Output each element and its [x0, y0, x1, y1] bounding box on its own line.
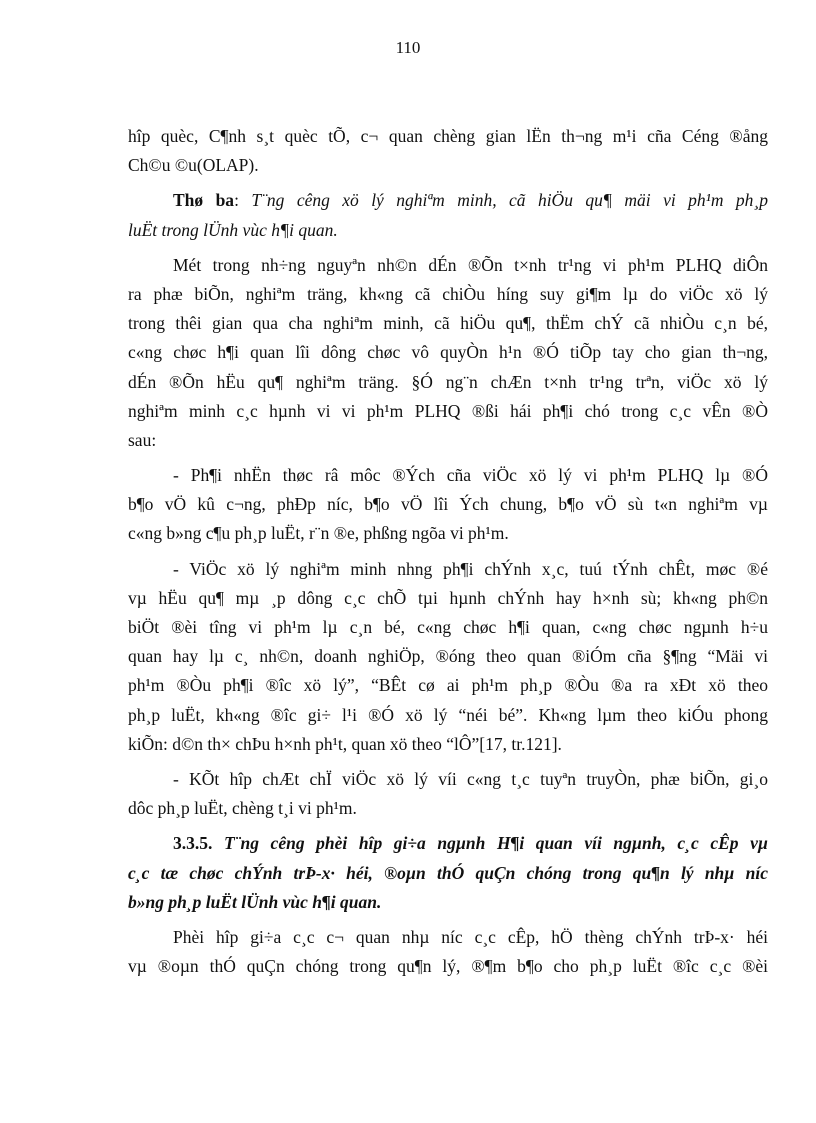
text-line: dÉn ®Õn hËu qu¶ nghiªm träng. §Ó ng¨n chÆn t×nh tr¹ng trªn, viÖc xö lý [128, 371, 768, 392]
text-line: - Ph¶i nhËn thøc râ môc ®Ých cña viÖc xö lý vi ph¹m PLHQ lµ ®Ó [173, 465, 768, 486]
text-line: hîp quèc, C¶nh s¸t quèc tÕ, c¬ quan chèng gian lËn th¬ng m¹i cña Céng ®ång [128, 126, 768, 146]
section-heading-line: c¸c tæ chøc chÝnh trÞ-x· héi, ®oµn thÓ quÇn chóng trong qu¶n lý nhµ níc [128, 862, 768, 883]
text-line: trong thêi gian qua cha nghiªm minh, cã hiÖu qu¶, thËm chÝ cã nhiÒu c¸n bé, [128, 313, 768, 334]
text-line: b¶o vÖ kû c¬ng, phÐp níc, b¶o vÖ lîi Ých chung, b¶o vÖ sù t«n nghiªm vµ [128, 494, 768, 515]
text-line [128, 186, 768, 215]
section-label-text: T¨ng cêng xö lý nghiªm minh, cã hiÖu qu¶ mäi vi ph¹m ph¸p [251, 190, 768, 211]
text-line: Phèi hîp gi÷a c¸c c¬ quan nhµ níc c¸c cÊp, hÖ thèng chÝnh trÞ-x· héi [173, 926, 768, 947]
text-line: vµ ®oµn thÓ quÇn chóng trong qu¶n lý, ®¶m b¶o cho ph¸p luËt ®îc c¸c ®èi [128, 956, 768, 977]
section-number: 3.3.5. [173, 833, 213, 854]
document-body [128, 122, 768, 981]
text-line: c«ng chøc h¶i quan lîi dông chøc vô quyÒn h¹n ®Ó tiÕp tay cho gian th¬ng, [128, 342, 768, 363]
label-colon: : [234, 190, 252, 211]
text-line: biÖt ®èi tîng vi ph¹m lµ c¸n bé, c«ng chøc h¶i quan, c«ng chøc ngµnh h÷u [128, 617, 768, 637]
text-line: ph¹m ®Òu ph¶i ®îc xö lý”, “BÊt cø ai ph¹m ph¸p ®Òu ®a ra xÐt xö theo [128, 675, 768, 696]
text-line: ra phæ biÕn, nghiªm träng, kh«ng cã chiÒu híng suy gi¶m lµ do viÖc xö lý [128, 283, 768, 304]
text-line: kiÕn: d©n th× chÞu h×nh ph¹t, quan xö theo “lÔ”[17, tr.121]. [128, 733, 562, 754]
text-line: ph¸p luËt, kh«ng ®îc gi÷ l¹i ®Ó xö lý “néi bé”. Kh«ng lµm theo kiÓu phong [128, 704, 768, 725]
page-number: 110 [395, 38, 421, 57]
section-label: Thø ba [173, 190, 235, 211]
text-line: dôc ph¸p luËt, chèng t¸i vi ph¹m. [128, 798, 357, 819]
text-line: c«ng b»ng c¶u ph¸p luËt, r¨n ®e, phßng ngõa vi ph¹m. [128, 523, 509, 544]
text-line: Ch©u ©u(OLAP). [128, 155, 259, 176]
text-line: sau: [128, 429, 157, 450]
text-line: nghiªm minh c¸c hµnh vi vi ph¹m PLHQ ®ßi hái ph¶i chó trong c¸c vÊn ®Ò [128, 400, 768, 421]
text-line: Mét trong nh÷ng nguyªn nh©n dÉn ®Õn t×nh tr¹ng vi ph¹m PLHQ diÔn [173, 254, 768, 275]
text-line: luËt trong lÜnh vùc h¶i quan. [128, 219, 338, 240]
section-heading-text: T¨ng cêng phèi hîp gi÷a ngµnh H¶i quan víi ngµnh, c¸c cÊp vµ [223, 833, 768, 854]
text-line: - KÕt hîp chÆt chÏ viÖc xö lý víi c«ng t¸c tuyªn truyÒn, phæ biÕn, gi¸o [173, 768, 768, 789]
text-line: vµ hËu qu¶ mµ ¸p dông c¸c chÕ tµi hµnh chÝnh hay h×nh sù; kh«ng ph©n [128, 587, 768, 608]
section-heading-line: b»ng ph¸p luËt lÜnh vùc h¶i quan. [128, 891, 382, 912]
text-line: quan hay lµ c¸ nh©n, doanh nghiÖp, ®óng theo quan ®iÓm cña §¶ng “Mäi vi [128, 646, 768, 667]
section-heading [128, 829, 768, 858]
text-line: - ViÖc xö lý nghiªm minh nhng ph¶i chÝnh x¸c, tuú tÝnh chÊt, møc ®é [173, 558, 768, 579]
